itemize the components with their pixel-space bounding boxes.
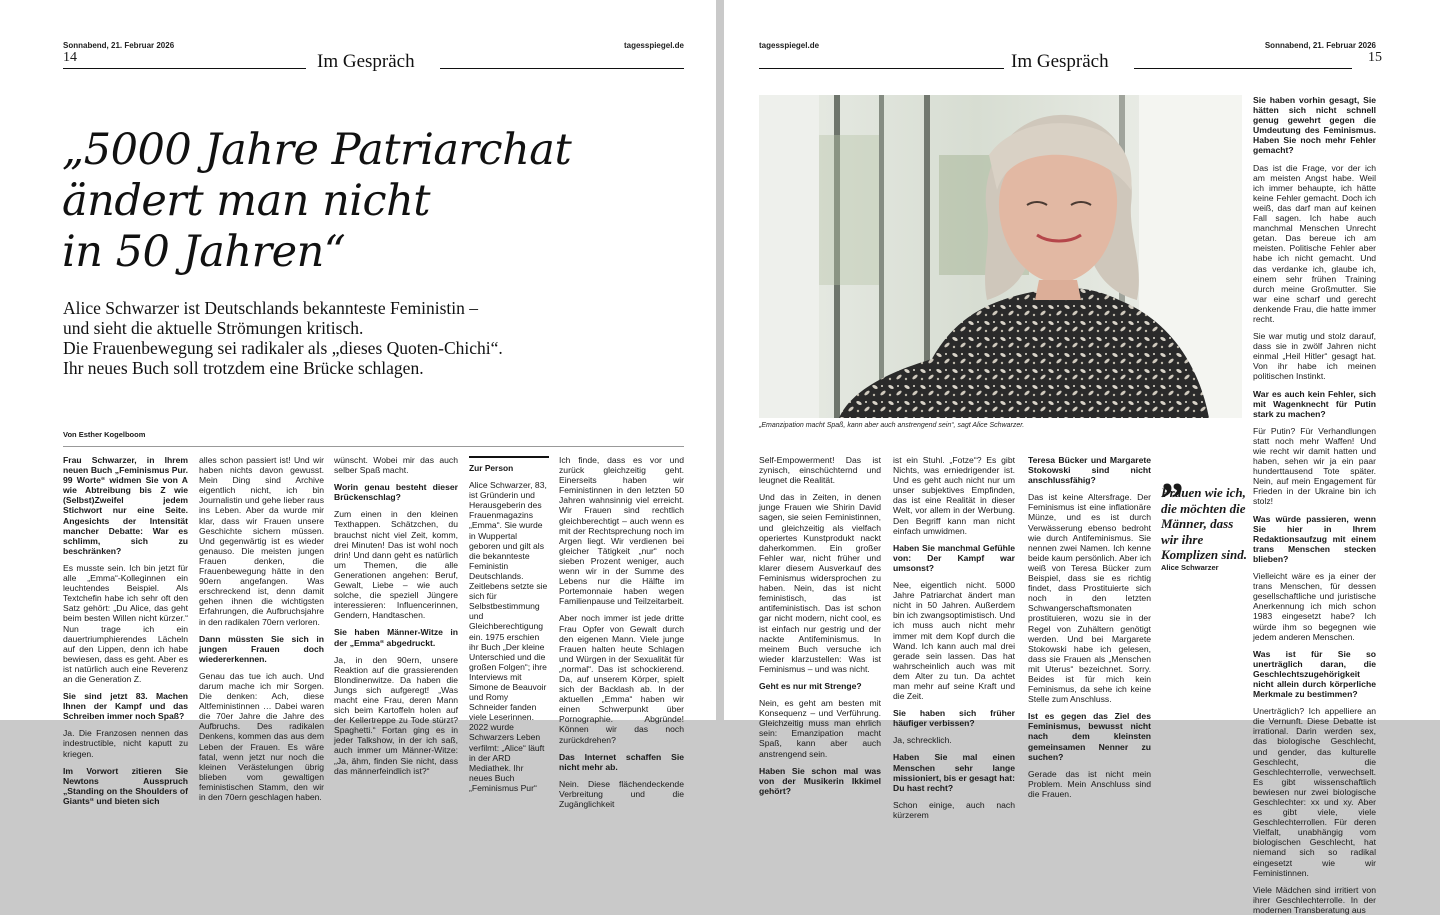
interview-question: Ist es gegen das Ziel des Feminismus, bewusst nicht nach dem kleinsten gemeinsamen Nenner zu suchen?	[1028, 711, 1151, 762]
headline-line: ändert man nicht	[62, 176, 431, 226]
interview-answer: Unerträglich? Ich appelliere an die Vernunft. Diese Debatte ist irrational. Darin werden sex, das biologische Geschlecht, und gender, das kulturelle Geschlecht, die Geschlechterrolle, verwechselt. Es gibt wissenschaftlich bewiesen nur zwei biologische Geschlechter: xx und xy. Aber es gibt viele, viele Geschlechterrollen. Für deren Vielfalt, unabhängig vom biologischen Geschlecht, hat niemand sich so radikal eingesetzt wie wir Feministinnen.	[1253, 706, 1376, 878]
interview-question: Sie haben Männer-Witze in der „Emma“ abgedruckt.	[334, 627, 458, 648]
interview-question: Was ist für Sie so unerträglich daran, die Geschlechtszugehörigkeit nicht allein durch körperliche Merkmale zu bestimmen?	[1253, 648, 1376, 700]
header-rule-left	[759, 68, 1004, 69]
interview-answer: Ich finde, dass es vor und zurück gleichzeitig geht. Einerseits haben wir Feministinnen in den letzten 50 Jahren wahnsinnig viel erreicht. Wir Frauen sind rechtlich gleichberechtigt – auch wenn es mit der Rechtsprechung noch im Argen liegt. Wir verdienen bei gleicher Tätigkeit „nur“ noch sieben Prozent weniger, auch wenn wir in der Summe des Lebens nur die Hälfte im Portemonnaie haben wegen Familienpause und Teilzeitarbeit.	[559, 455, 684, 607]
article-column-3	[334, 455, 458, 776]
interview-question: Sie haben sich früher häufiger verbissen?	[893, 708, 1015, 729]
interview-question: Haben Sie manchmal Gefühle von: Der Kampf war umsonst?	[893, 542, 1015, 573]
left-page	[0, 0, 716, 809]
interview-answer: Schon einige, auch nach kürzerem	[893, 799, 1015, 820]
page-date: Sonnabend, 21. Februar 2026	[1264, 41, 1376, 50]
interview-answer: Nein. Diese flächendeckende Verbreitung und die Zugänglichkeit	[559, 778, 684, 809]
standfirst-line: Die Frauenbewegung sei radikaler als „dieses Quoten-Chichi“.	[63, 338, 503, 358]
interview-question: Haben Sie mal einen Menschen sehr lange missioniert, bis er gesagt hat: Du hast recht?	[893, 752, 1015, 793]
interview-question: Im Vorwort zitieren Sie Newtons Ausspruch „Standing on the Shoulders of Giants“ und bieten sich	[63, 765, 188, 806]
body-rule	[63, 446, 684, 447]
interview-answer: Nein, es geht am besten mit Konsequenz – und Verführung. Gleichzeitig muss man ehrlich sein: Emanzipation macht Spaß, kann aber auch anstrengend sein.	[759, 698, 881, 759]
headline-line: „5000 Jahre Patriarchat	[62, 125, 572, 175]
right-page	[724, 0, 1440, 915]
interview-answer: Self-Empowerment! Das ist zynisch, einschüchternd und leugnet die Realität.	[759, 455, 881, 486]
photo-caption: „Emanzipation macht Spaß, kann aber auch anstrengend sein“, sagt Alice Schwarzer.	[759, 422, 1025, 429]
interview-question: Das Internet schaffen Sie nicht mehr ab.	[559, 751, 684, 772]
headline	[62, 125, 622, 278]
interview-answer: Viele Mädchen sind irritiert von ihrer Geschlechterrolle. In der modernen Transberatung aus	[1253, 884, 1376, 915]
page-site: tagesspiegel.de	[623, 41, 684, 50]
person-box-rule	[469, 456, 549, 458]
article-column-1	[759, 455, 881, 796]
interview-answer: ist ein Stuhl. „Fotze“? Es gibt Nichts, was erniedrigender ist. Und es geht auch nicht nur um unser subjektives Empfinden, das ist eine Realität in dieser Welt, vor allem in der Werbung. Den Begriff kann man nicht einfach umwidmen.	[893, 455, 1015, 536]
interview-answer: Aber noch immer ist jede dritte Frau Opfer von Gewalt durch den eigenen Mann. Viele junge Frauen halten heute Schlagen und Würgen in der Sexualität für „normal“. Das ist schockierend. Da, auf unserem Körper, spielt sich der Backlash ab. In der aktuellen „Emma“ haben wir einen Schwerpunkt über Pornographie. Abgründe! Können wir das noch zurückdrehen?	[559, 613, 684, 745]
pull-quote: Frauen wie ich, die möchten die Männer, dass wir ihre Komplizen sind.	[1161, 485, 1247, 562]
article-column-1	[63, 455, 188, 806]
interview-answer: Nee, eigentlich nicht. 5000 Jahre Patriarchat ändert man nicht in 50 Jahren. Außerdem bin ich zwangsoptimistisch. Und ich muss auch nicht mehr immer mit dem Kopf durch die Wand. Ich kann auch mal drei gerade sein lassen. Das hat wahrscheinlich auch was mit dem Alter zu tun. Da achtet man mehr auf seine Kraft und die Zeit.	[893, 580, 1015, 702]
standfirst-line: Ihr neues Buch soll trotzdem eine Brücke schlagen.	[63, 358, 424, 378]
standfirst	[63, 298, 503, 378]
interview-answer: Zum einen in den kleinen Texthappen. Schätzchen, du brauchst nicht viel Zeit, komm, drei Minuten! Das ist wohl noch drin! Und dann geht es natürlich um Themen, die alle Generationen angehen: Beruf, Gewalt, Liebe – wie auch solche, die speziell Jüngere interessieren: Influencerinnen, Gendern, Handtaschen.	[334, 509, 458, 621]
standfirst-line: und sieht die aktuelle Strömungen kritisch.	[63, 318, 364, 338]
person-box	[469, 463, 549, 793]
header-rule-left	[63, 68, 306, 69]
interview-answer: Genau das tue ich auch. Und darum mache ich mir Sorgen. Die denken: Ach, diese Altfeministinnen … Dabei waren die 70er Jahre die Jahre des Aufbruchs. Des radikalen Denkens, kommen das aus dem Leben der Frauen. Es wäre fatal, wenn jetzt nur noch die kleinen Verästelungen übrig blieben vom gewaltigen feministischen Stamm, den wir in den 70ern geschlagen haben.	[199, 670, 324, 802]
section-title: Im Gespräch	[1011, 51, 1109, 72]
interview-question: Dann müssten Sie sich in jungen Frauen doch wiedererkennen.	[199, 633, 324, 664]
article-column-5	[559, 455, 684, 809]
page-number: 15	[1368, 50, 1382, 65]
interview-answer: Für Putin? Für Verhandlungen statt noch mehr Waffen! Und wie recht wir damit hatten und haben, sehen wir ja ein paar hunderttausend Tote später. Nein, auf mein Engagement für Frieden in der Ukraine bin ich stolz!	[1253, 425, 1376, 507]
portrait-photo	[759, 95, 1242, 418]
page-site: tagesspiegel.de	[759, 41, 820, 50]
page-gutter	[716, 0, 724, 720]
person-box-title: Zur Person	[469, 463, 514, 473]
article-column-2	[199, 455, 324, 802]
header-rule-right	[1134, 68, 1352, 69]
interview-answer: Gerade das ist nicht mein Problem. Mein Anschluss sind die Frauen.	[1028, 768, 1151, 799]
byline: Von Esther Kogelboom	[63, 430, 146, 439]
interview-question: War es auch kein Fehler, sich mit Wagenknecht für Putin stark zu machen?	[1253, 388, 1376, 419]
interview-answer: Das ist keine Altersfrage. Der Feminismus ist eine inflationäre Münze, und es ist durch Verwässerung ebenso bedroht wie durch Antifeminismus. Sie nennen zwei Namen. Ich kenne beide kaum persönlich. Aber ich weiß von Teresa Bücker zum Beispiel, dass sie es richtig findet, dass Prostituierte sich noch in den letzten Schwangerschaftsmonaten prostituieren, wozu sie in der Regel von Zuhältern genötigt werden. Und bei Margarete Stokowski habe ich gelesen, dass sie Frauen als „Menschen mit Uterus“ bezeichnet. Sorry. Beides ist für mich kein Feminismus, da sehe ich keine Stelle zum Anschluss.	[1028, 492, 1151, 705]
interview-question: Sie sind jetzt 83. Machen Ihnen der Kampf und das Schreiben immer noch Spaß?	[63, 691, 188, 722]
interview-question: Worin genau besteht dieser Brückenschlag?	[334, 482, 458, 503]
person-box-text: Alice Schwarzer, 83, ist Gründerin und Herausgeberin des Frauenmagazins „Emma“. Sie wurde in Wuppertal geboren und gilt als die bekannteste Feministin Deutschlands. Zeitlebens setzte sie sich für Selbstbestimmung und Gleichberechtigung ein. 1975 erschien ihr Buch „Der kleine Unterschied und die großen Folgen“; ihre Interviews mit Simone de Beauvoir und Romy Schneider fanden viele Leserinnen. 2022 wurde Schwarzers Leben verfilmt: „Alice“ läuft in der ARD Mediathek. Ihr neues Buch „Feminismus Pur“	[469, 480, 548, 793]
interview-question: Was würde passieren, wenn Sie hier in Ihrem Redaktionsaufzug mit einem trans Menschen stecken blieben?	[1253, 513, 1376, 564]
interview-question: Haben Sie schon mal was von der Musikerin Ikkimel gehört?	[759, 765, 881, 796]
page-number: 14	[63, 50, 77, 65]
interview-question: Frau Schwarzer, in Ihrem neuen Buch „Feminismus Pur. 99 Worte“ widmen Sie von A wie Abtreibung bis Z wie (Selbst)Zweifel jedem Stichwort nur eine Seite. Angesichts der Intensität mancher Debatte: War es schlimm, sich zu beschränken?	[63, 455, 188, 556]
interview-answer: Ja, schrecklich.	[893, 735, 952, 746]
interview-question: Geht es nur mit Strenge?	[759, 680, 862, 691]
interview-answer: Vielleicht wäre es ja einer der trans Menschen, für dessen gesellschaftliche und juristische Anerkennung ich mich schon 1983 eingesetzt habe? Ich würde ihm so begegnen wie jedem anderen Menschen.	[1253, 571, 1376, 642]
interview-question: Teresa Bücker und Margarete Stokowski sind nicht anschlussfähig?	[1028, 455, 1151, 486]
interview-answer: Das ist die Frage, vor der ich am meisten Angst habe. Weil ich immer behaupte, ich hätte keine Fehler gemacht. Doch ich weiß, das darf man auf keinen Fall sagen. Ich habe auch manchmal Menschen Unrecht getan. Das bereue ich am meisten. Politische Fehler aber habe ich nicht gemacht. Und das verdanke ich, glaube ich, einem sehr frühen Training durch meine Großmutter. Sie war eine scharf und gerecht denkende Frau, die hatte immer recht.	[1253, 162, 1376, 324]
interview-answer: Und das in Zeiten, in denen junge Frauen wie Shirin David sagen, sie seien Feministinnen, und gleichzeitig als vielfach operiertes Kunstprodukt nackt daherkommen. Ein großer Fehler war, nicht früher und klarer diesem Ausverkauf des Feminismus widersprochen zu haben. Nein, das ist nicht feministisch, das ist antifeministisch. Das ist schon gar nicht modern, nicht cool, es ist einfach nur gestrig und der nackte Antifeminismus. In meinem Buch versuche ich wieder klarzustellen: Was ist Feminismus – und was nicht.	[759, 492, 881, 674]
interview-answer: Ja, in den 90ern, unsere Reaktion auf die grassierenden Blondinenwitze. Da haben die Jungs sich aufgeregt! „Was macht eine Frau, deren Mann sich beim Kartoffeln holen auf der Kellertreppe zu Tode stürzt? Spaghetti.“ Fortan ging es in jeder Talkshow, in der ich saß, auch immer um Männer-Witze: „Ja, ähm, finden Sie nicht, dass das männerfeindlich ist?“	[334, 654, 458, 776]
page-date: Sonnabend, 21. Februar 2026	[63, 41, 175, 50]
interview-answer: alles schon passiert ist! Und wir haben nichts davon gewusst. Mein Ding sind Archive eigentlich nicht, ich bin Journalistin und gehe lieber raus ins Leben. Aber da wurde mir klar, dass wir Frauen unsere Geschichte sichern müssen. Und gegenwärtig ist es wieder genauso. Die meisten jungen Frauen denken, die Frauenbewegung hätte in den 90ern angefangen. Was erschreckend ist, denn damit gehen ihnen die wichtigsten Erfahrungen, die Aufbruchsjahre in den radikalen 70ern verloren.	[199, 455, 324, 627]
interview-answer: Es musste sein. Ich bin jetzt für alle „Emma“-Kolleginnen ein leuchtendes Beispiel. Als Textchefin habe ich sehr oft den Satz gehört: „Du Alice, das geht beim besten Willen nicht kürzer.“ Nun trage ich ein dauertriumphierendes Lächeln auf den Lippen, denn ich habe bewiesen, dass es geht. Aber es ist natürlich auch eine Reverenz an die Generation Z.	[63, 562, 188, 684]
interview-question: Sie haben vorhin gesagt, Sie hätten sich nicht schnell genug gewehrt gegen die Umdeutung des Feminismus. Haben Sie noch mehr Fehler gemacht?	[1253, 95, 1376, 156]
portrait-photo-image	[759, 95, 1242, 418]
article-column-3	[1028, 455, 1151, 799]
interview-answer: wünscht. Wobei mir das auch selber Spaß macht.	[334, 455, 458, 476]
interview-answer: Ja. Die Franzosen nennen das indestructible, nicht kaputt zu kriegen.	[63, 728, 188, 759]
pull-quote-author: Alice Schwarzer	[1161, 563, 1219, 572]
section-title: Im Gespräch	[317, 51, 415, 72]
quote-mark-icon: „	[1161, 449, 1184, 500]
side-column	[1253, 95, 1376, 915]
headline-line: in 50 Jahren“	[62, 227, 346, 277]
header-rule-right	[440, 68, 684, 69]
article-column-2	[893, 455, 1015, 820]
standfirst-line: Alice Schwarzer ist Deutschlands bekannteste Feministin –	[63, 298, 479, 318]
interview-answer: Sie war mutig und stolz darauf, dass sie in zwölf Jahren nicht einmal „Heil Hitler“ gesagt hat. Von ihr habe ich meinen politischen Instinkt.	[1253, 331, 1376, 382]
